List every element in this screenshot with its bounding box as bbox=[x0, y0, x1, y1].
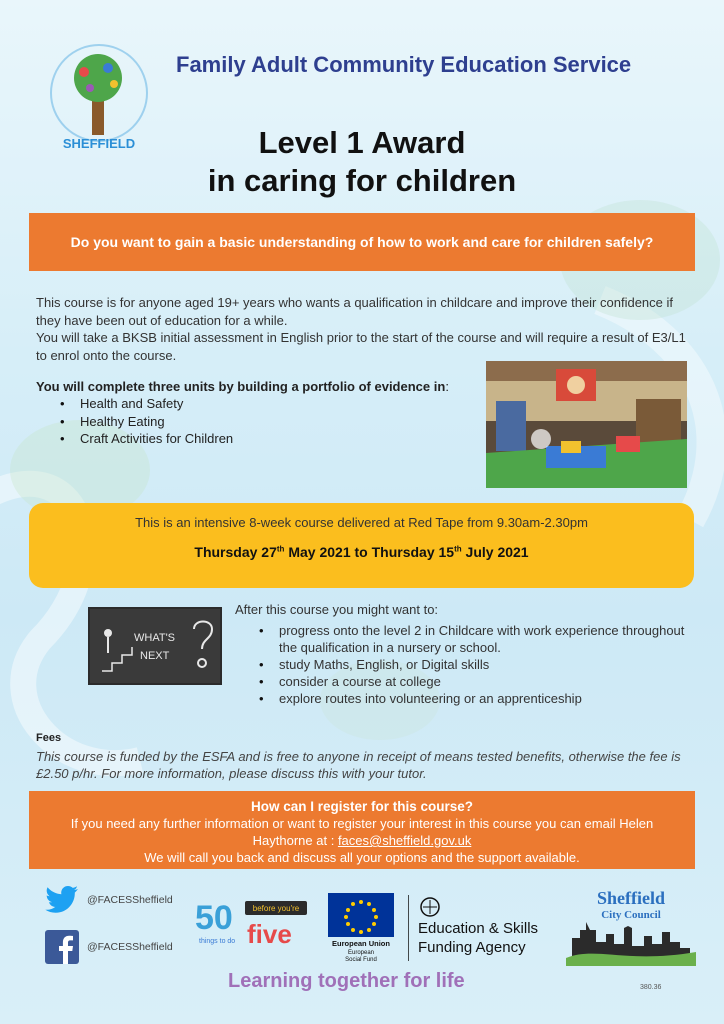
list-item: • Healthy Eating bbox=[58, 413, 458, 431]
document-code: 380.36 bbox=[640, 984, 662, 991]
mid-date-text: May 2021 to Thursday 15 bbox=[284, 544, 455, 560]
list-item: • consider a course at college bbox=[258, 673, 688, 690]
intro-paragraph-2: You will take a BKSB initial assessment in English prior to the start of the course and will require a result of E3/L1 to enrol onto the course. bbox=[36, 330, 686, 363]
eu-title: European Union bbox=[332, 939, 390, 948]
list-item: • Craft Activities for Children bbox=[58, 430, 458, 448]
question-banner bbox=[29, 213, 695, 271]
fifty-five-text: five bbox=[247, 919, 292, 949]
course-delivery-text: This is an intensive 8-week course delivered at Red Tape from 9.30am-2.30pm bbox=[135, 515, 588, 530]
register-line-1: If you need any further information or want to register your interest in this course you can email Helen bbox=[70, 816, 654, 831]
email-link[interactable]: faces@sheffield.gov.uk bbox=[337, 833, 472, 848]
eu-sub-1: European bbox=[347, 950, 375, 956]
course-dates-banner bbox=[29, 503, 694, 588]
title-line-2: in caring for children bbox=[207, 163, 517, 198]
start-date-suffix: th bbox=[276, 544, 285, 554]
register-line-2 bbox=[29, 832, 695, 849]
next-steps-list bbox=[258, 622, 688, 707]
tagline: Learning together for life bbox=[228, 970, 465, 992]
european-union-esf-logo bbox=[326, 893, 396, 965]
facebook-handle[interactable]: @FACESSheffield bbox=[87, 941, 173, 953]
fees-body: This course is funded by the ESFA and is free to anyone in receipt of means tested benefits, otherwise the fee is £2.50 p/hr. For more information, please discuss this with your tutor. bbox=[36, 749, 681, 781]
question-text: Do you want to gain a basic understanding of how to work and care for children safely? bbox=[70, 234, 654, 250]
twitter-row[interactable] bbox=[45, 886, 173, 914]
twitter-handle[interactable]: @FACESSheffield bbox=[87, 894, 173, 906]
register-banner bbox=[29, 791, 695, 869]
twitter-icon[interactable] bbox=[45, 886, 79, 914]
fifty-small-text: things to do bbox=[199, 938, 236, 945]
next-text: NEXT bbox=[140, 650, 170, 662]
fifty-banner-text: before you're bbox=[252, 904, 300, 913]
nursery-room-photo bbox=[486, 361, 687, 488]
register-line-3: We will call you back and discuss all your options and the support available. bbox=[144, 850, 580, 865]
after-course-heading: After this course you might want to: bbox=[235, 602, 439, 617]
units-heading-start: You will bbox=[36, 379, 88, 394]
esfa-line-2: Funding Agency bbox=[418, 939, 526, 956]
fees-heading: Fees bbox=[36, 732, 62, 744]
start-date-text: Thursday 27 bbox=[194, 544, 277, 560]
esfa-text bbox=[418, 919, 538, 957]
whats-text: WHAT'S bbox=[134, 632, 176, 644]
end-date-suffix: th bbox=[454, 544, 462, 554]
end-date-text: July 2021 bbox=[461, 544, 529, 560]
course-intro bbox=[36, 294, 692, 364]
register-line-2-prefix: Haythorne at : bbox=[252, 833, 338, 848]
units-heading-end: : bbox=[445, 379, 449, 394]
course-dates-text bbox=[29, 544, 694, 560]
units-list bbox=[58, 395, 458, 448]
page-title bbox=[0, 124, 724, 200]
register-title: How can I register for this course? bbox=[250, 799, 474, 814]
logo-city-text: SHEFFIELD bbox=[62, 136, 136, 151]
esfa-line-1: Education & Skills bbox=[418, 920, 539, 937]
whats-next-chalkboard-image bbox=[88, 607, 222, 685]
facebook-icon[interactable] bbox=[45, 930, 79, 964]
facebook-row[interactable] bbox=[45, 930, 173, 964]
list-item: • explore routes into volunteering or an apprenticeship bbox=[258, 690, 688, 707]
scc-line-1: Sheffield bbox=[596, 888, 666, 908]
service-title: Family Adult Community Education Service bbox=[176, 52, 632, 77]
list-item: • study Maths, English, or Digital skills bbox=[258, 656, 688, 673]
title-line-1: Level 1 Award bbox=[258, 125, 466, 160]
units-heading bbox=[36, 379, 476, 394]
units-heading-bold: complete three units by building a portfolio of evidence in bbox=[87, 379, 446, 394]
fifty-number: 50 bbox=[195, 899, 233, 937]
scc-line-2: City Council bbox=[601, 909, 661, 921]
fifty-things-to-do-logo bbox=[195, 897, 315, 953]
list-item: • progress onto the level 2 in Childcare with work experience throughout the qualification in a nursery or school. bbox=[258, 622, 688, 656]
sheffield-city-council-logo bbox=[566, 886, 696, 966]
eu-sub-2: Social Fund bbox=[345, 957, 377, 963]
list-item: • Health and Safety bbox=[58, 395, 458, 413]
intro-paragraph-1: This course is for anyone aged 19+ years who wants a qualification in childcare and improve their confidence if they have been out of education for a while. bbox=[36, 295, 673, 328]
